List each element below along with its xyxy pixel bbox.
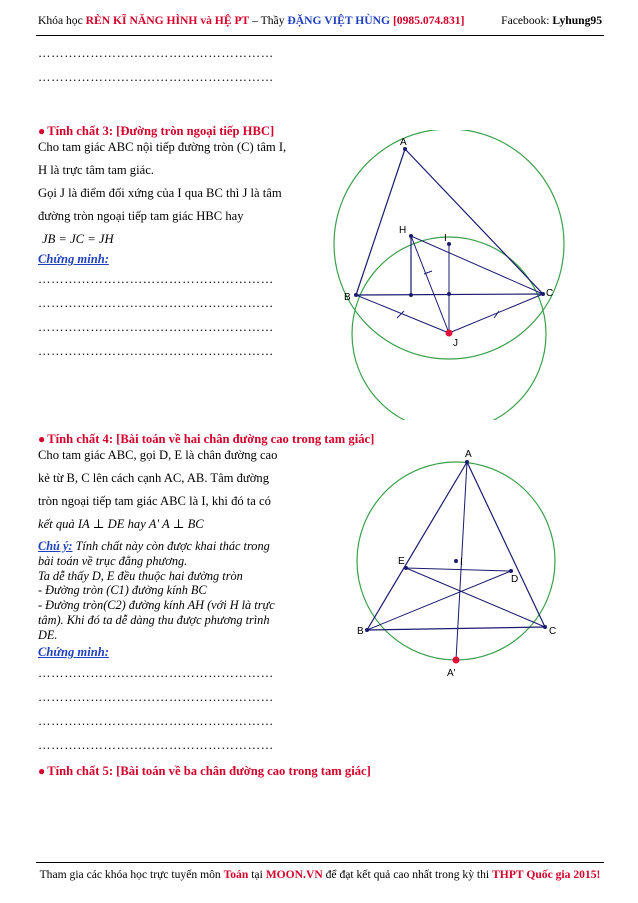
label-a-prime: A': [447, 668, 456, 679]
header-mid: – Thầy: [249, 14, 288, 27]
altitude-bd: [367, 571, 511, 630]
footer-subject: Toán: [223, 868, 249, 881]
section3-proof-label: Chứng minh:: [38, 252, 109, 266]
label-c: C: [546, 288, 554, 299]
note-line: - Đường tròn (C1) đường kính BC: [38, 583, 207, 598]
footer-text: để đạt kết quả cao nhất trong kỳ thi: [322, 868, 493, 881]
footer-text: Tham gia các khóa học trực tuyến môn: [39, 868, 224, 881]
figure-altitude-feet: [340, 440, 610, 680]
page-footer: [36, 868, 604, 881]
section3-body: [38, 136, 286, 251]
point-i: [454, 559, 458, 563]
point-c: [543, 625, 547, 629]
facebook-info: [501, 14, 602, 27]
section4-note: [38, 539, 275, 643]
facebook-name: Lyhung95: [552, 14, 602, 27]
section3-formula: JB = JC = JH: [42, 232, 114, 246]
teacher-name: ĐẶNG VIỆT HÙNG: [287, 14, 391, 27]
section4-line: kẻ từ B, C lên cách cạnh AC, AB. Tâm đường: [38, 471, 269, 485]
label-i: I: [444, 233, 447, 244]
section4-result: kết quả IA ⊥ DE hay A' A ⊥ BC: [38, 517, 204, 531]
point-i: [447, 242, 451, 246]
point-j: [446, 330, 453, 337]
note-line: Ta dễ thấy D, E đều thuộc hai đường tròn: [38, 568, 243, 583]
side-ab: [356, 149, 405, 295]
section5-title-text: Tính chất 5: [Bài toán về ba chân đường cao trong tam giác]: [47, 764, 371, 778]
footer-site-link[interactable]: MOON.VN: [265, 868, 323, 881]
page-header: [38, 14, 464, 27]
section5-title: [38, 764, 371, 779]
section4-title-text: Tính chất 4: [Bài toán về hai chân đường cao trong tam giác]: [47, 432, 375, 446]
bullet-icon: ●: [38, 432, 46, 446]
note-line: DE.: [38, 627, 58, 642]
point-d: [509, 569, 513, 573]
dotted-line: ………………………………………………: [38, 320, 274, 334]
section3-title-text: Tính chất 3: [Đường tròn ngoại tiếp HBC]: [47, 124, 275, 138]
note-line: bài toán về trục đẳng phương.: [38, 553, 188, 568]
facebook-label: Facebook:: [501, 14, 553, 27]
label-j: J: [453, 338, 458, 349]
footer-text: tại: [248, 868, 266, 881]
section4-line: Cho tam giác ABC, gọi D, E là chân đường cao: [38, 448, 278, 462]
dotted-line: ………………………………………………: [38, 272, 274, 286]
label-c: C: [549, 626, 557, 637]
altitude-ce: [406, 568, 545, 627]
header-prefix: Khóa học: [38, 14, 86, 27]
midpoint-bc: [447, 292, 451, 296]
label-a: A: [400, 137, 407, 148]
label-b: B: [357, 626, 364, 637]
section4-line: tròn ngoại tiếp tam giác ABC là I, khi đó ta có: [38, 494, 271, 508]
point-b: [354, 293, 358, 297]
note-line: Tính chất này còn được khai thác trong: [72, 539, 270, 553]
figure-circumcircle-hbc: [330, 130, 620, 420]
point-h: [409, 234, 413, 238]
dotted-line: ………………………………………………: [38, 344, 274, 358]
point-c: [541, 292, 545, 296]
course-title: RÈN KĨ NĂNG HÌNH và HỆ PT: [85, 14, 250, 27]
label-h: H: [399, 225, 407, 236]
footer-rule: [36, 862, 604, 863]
note-line: tâm). Khi đó ta dễ dàng thu được phương trình: [38, 612, 270, 627]
header-rule: [36, 35, 604, 36]
side-ab: [367, 462, 467, 630]
dotted-line: ………………………………………………: [38, 714, 274, 728]
side-ac: [467, 462, 545, 627]
side-bc: [367, 627, 545, 630]
section4-proof-label: Chứng minh:: [38, 645, 109, 659]
bullet-icon: ●: [38, 764, 46, 778]
footer-exam: THPT Quốc gia 2015!: [492, 868, 601, 881]
label-e: E: [398, 556, 405, 567]
segment-de: [406, 568, 511, 571]
section3-line: Gọi J là điểm đối xứng của I qua BC thì J là tâm: [38, 186, 282, 200]
point-a: [465, 460, 469, 464]
label-i: I: [460, 557, 463, 568]
label-b: B: [344, 292, 351, 303]
point-b: [365, 628, 369, 632]
label-d: D: [511, 574, 519, 585]
dotted-line: ………………………………………………: [38, 738, 274, 752]
dotted-line: ………………………………………………: [38, 690, 274, 704]
dotted-line: ………………………………………………: [38, 46, 274, 60]
section3-line: Cho tam giác ABC nội tiếp đường tròn (C) tâm I,: [38, 140, 287, 154]
label-a: A: [465, 449, 472, 460]
section4-body: [38, 444, 277, 536]
dotted-line: ………………………………………………: [38, 296, 274, 310]
bullet-icon: ●: [38, 124, 46, 138]
dotted-line: ………………………………………………: [38, 666, 274, 680]
foot-point: [409, 293, 413, 297]
dotted-line: ………………………………………………: [38, 70, 274, 84]
section3-line: đường tròn ngoại tiếp tam giác HBC hay: [38, 209, 244, 223]
phone-number: [0985.074.831]: [390, 14, 465, 27]
note-line: - Đường tròn(C2) đường kính AH (với H là trực: [38, 598, 275, 613]
note-label: Chú ý:: [38, 539, 73, 553]
point-a-prime: [453, 657, 460, 664]
section3-line: H là trực tâm tam giác.: [38, 163, 154, 177]
